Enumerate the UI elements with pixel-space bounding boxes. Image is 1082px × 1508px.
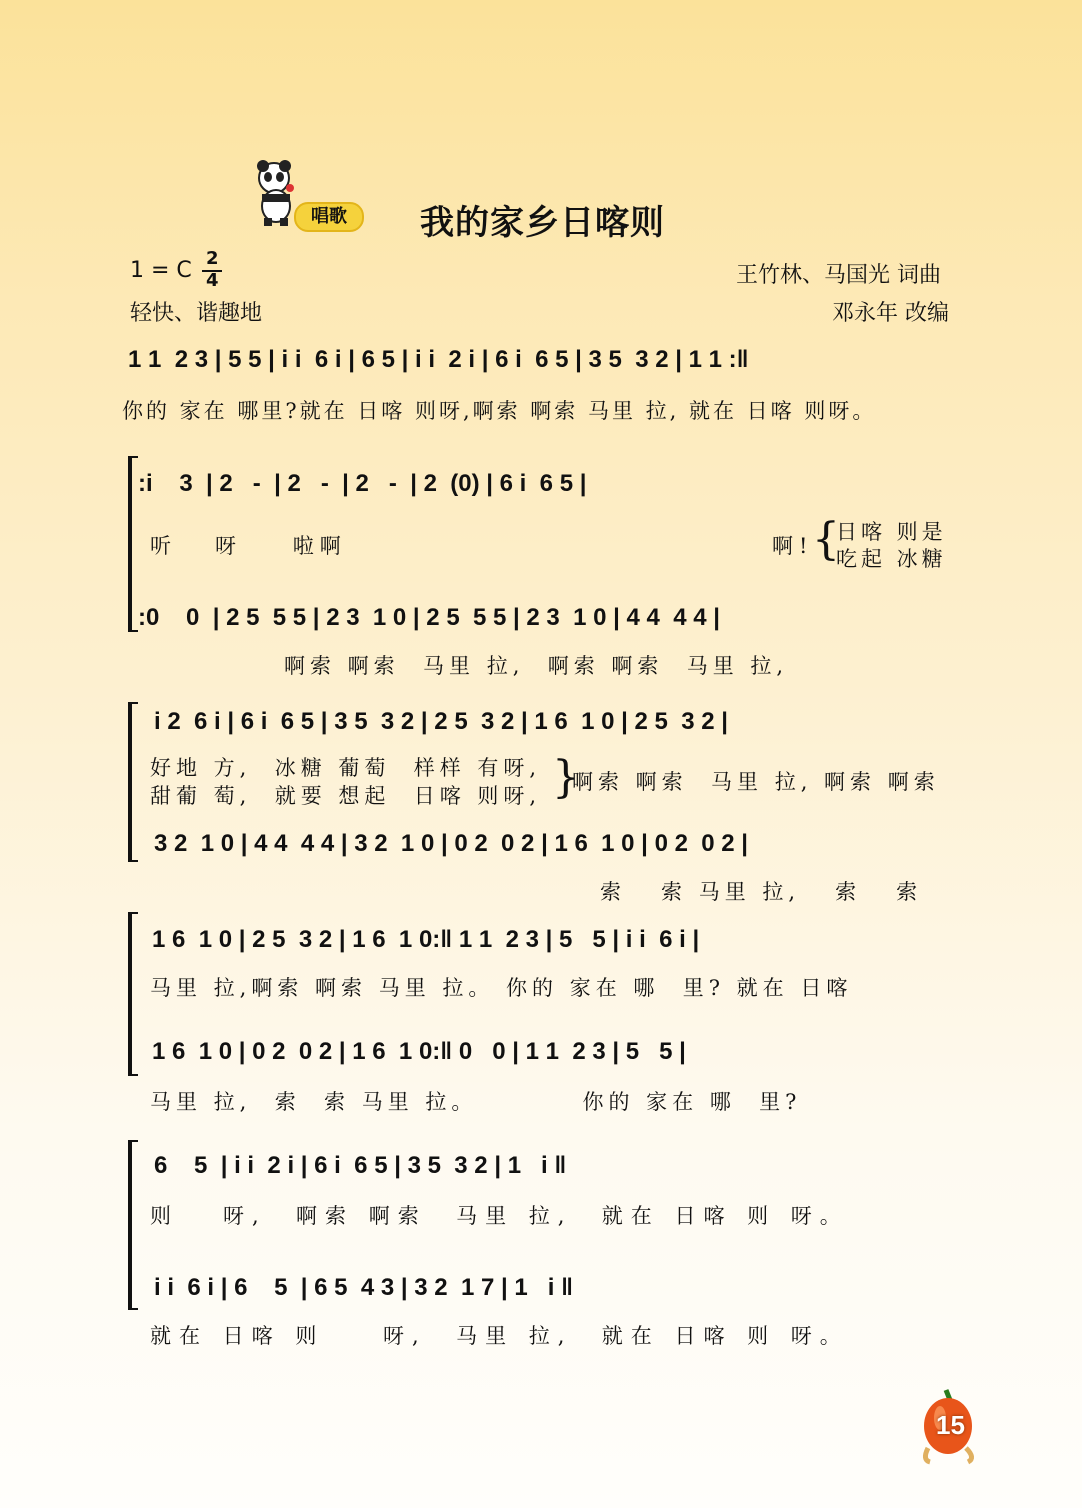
notes-line-4: i 2 6 i | 6 i 6 5 | 3 5 3 2 | 2 5 3 2 | 1 6 1 0 | 2 5 3 2 | <box>154 708 728 735</box>
key-signature: 1 = C <box>130 258 192 283</box>
system-bracket <box>128 912 138 1076</box>
authors: 王竹林、马国光 词曲 <box>736 263 941 288</box>
notes-line-3: :0 0 | 2 5 5 5 | 2 3 1 0 | 2 5 5 5 | 2 3 1 0 | 4 4 4 4 | <box>138 604 720 631</box>
notes-line-2: :i 3 | 2 - | 2 - | 2 - | 2 (0) | 6 i 6 5 | <box>138 470 587 497</box>
lyrics-line-2: 听 呀 啦啊 <box>150 534 347 558</box>
system-bracket <box>128 702 138 862</box>
section-badge: 唱歌 <box>294 202 364 232</box>
system-bracket <box>128 1140 138 1310</box>
lyrics-line-3: 啊索 啊索 马里 拉, 啊索 啊索 马里 拉, <box>284 654 789 678</box>
notes-line-7: 1 6 1 0 | 0 2 0 2 | 1 6 1 0:‖ 0 0 | 1 1 2 3 | 5 5 | <box>152 1038 686 1065</box>
time-signature-bottom: 4 <box>206 270 219 291</box>
lyrics-line-4b: 甜葡 萄, 就要 想起 日喀 则呀, <box>150 784 542 808</box>
tempo-marking: 轻快、谐趣地 <box>130 301 263 326</box>
notes-line-8: 6 5 | i i 2 i | 6 i 6 5 | 3 5 3 2 | 1 i ‖ <box>154 1152 567 1179</box>
notes-line-5: 3 2 1 0 | 4 4 4 4 | 3 2 1 0 | 0 2 0 2 | 1 6 1 0 | 0 2 0 2 | <box>154 830 749 857</box>
lyrics-line-5: 索 索 马里 拉, 索 索 <box>600 880 923 904</box>
time-signature-top: 2 <box>206 248 219 269</box>
lyrics-brace-top: 日喀 则是 <box>836 520 947 544</box>
notes-line-6: 1 6 1 0 | 2 5 3 2 | 1 6 1 0:‖ 1 1 2 3 | 5 5 | i i 6 i | <box>152 926 700 953</box>
lyrics-line-1: 你的 家在 哪里?就在 日喀 则呀,啊索 啊索 马里 拉, 就在 日喀 则呀。 <box>122 399 877 423</box>
lyrics-exclaim: 啊! <box>772 534 814 558</box>
lyrics-line-7: 马里 拉, 索 索 马里 拉。 你的 家在 哪 里? <box>150 1090 802 1114</box>
page-number: 15 <box>936 1410 965 1440</box>
lyrics-line-4c: 啊索 啊索 马里 拉, 啊索 啊索 <box>572 770 940 794</box>
system-bracket <box>128 456 138 632</box>
lyrics-line-4a: 好地 方, 冰糖 葡萄 样样 有呀, <box>150 756 542 780</box>
lyrics-brace-bottom: 吃起 冰糖 <box>836 547 947 571</box>
arranger: 邓永年 改编 <box>832 301 949 326</box>
lyrics-line-6: 马里 拉,啊索 啊索 马里 拉。 你的 家在 哪 里? 就在 日喀 <box>150 976 853 1000</box>
lyrics-line-9: 就在 日喀 则 呀, 马里 拉, 就在 日喀 则 呀。 <box>150 1324 849 1348</box>
song-title: 我的家乡日喀则 <box>420 203 665 243</box>
brace-icon: { <box>812 514 840 565</box>
lyrics-line-8: 则 呀, 啊索 啊索 马里 拉, 就在 日喀 则 呀。 <box>150 1204 849 1228</box>
notes-line-1: 1 1 2 3 | 5 5 | i i 6 i | 6 5 | i i 2 i | 6 i 6 5 | 3 5 3 2 | 1 1 :‖ <box>128 346 749 373</box>
notes-line-9: i i 6 i | 6 5 | 6 5 4 3 | 3 2 1 7 | 1 i ‖ <box>154 1274 574 1301</box>
brace-icon: } <box>552 752 580 803</box>
